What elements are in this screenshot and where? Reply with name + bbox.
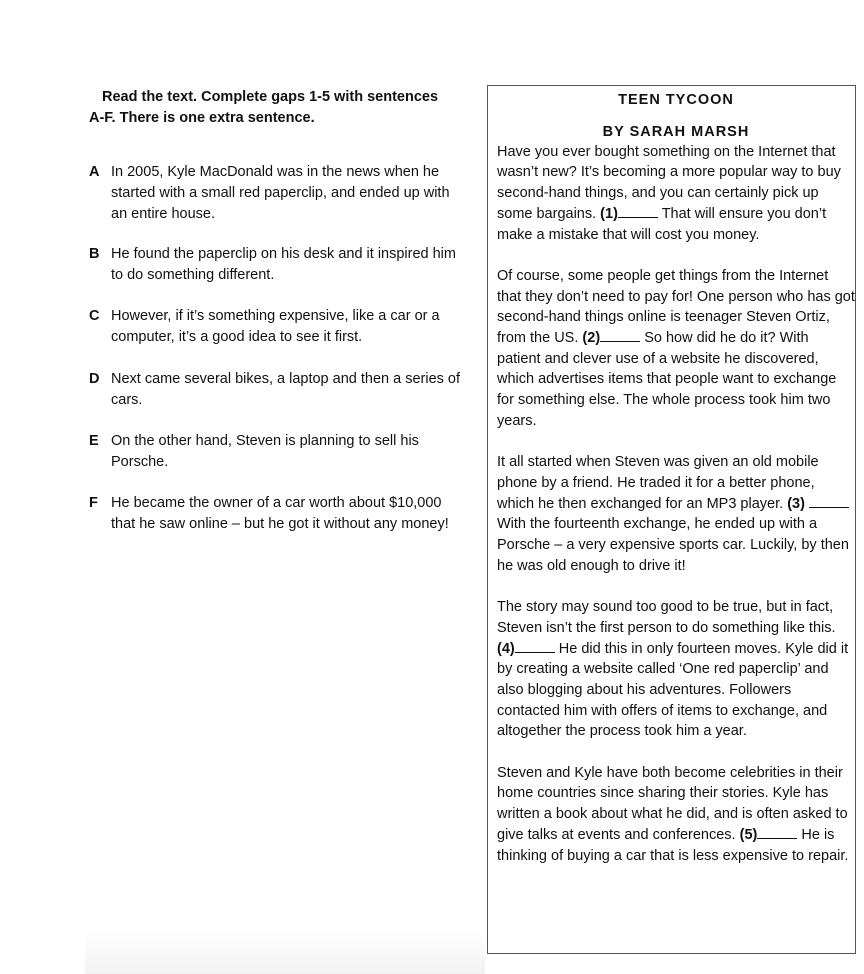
option-d xyxy=(89,369,469,411)
page-footer-shade xyxy=(85,930,485,974)
article-paragraph-5 xyxy=(497,763,855,867)
paragraph-text: That will ensure you don’t make a mistake that will cost you money. xyxy=(497,205,827,243)
option-text: He became the owner of a car worth about $10,000 that he saw online – but he got it without any money! xyxy=(111,495,449,532)
option-c xyxy=(89,306,469,348)
task-instruction xyxy=(89,87,469,128)
gap-3-number: (3) xyxy=(787,495,805,512)
paragraph-text: He is thinking of buying a car that is less expensive to repair. xyxy=(497,826,849,864)
gap-4-number: (4) xyxy=(497,640,515,657)
option-letter: F xyxy=(89,495,98,511)
option-text: However, if it’s something expensive, like a car or a computer, it’s a good idea to see it first. xyxy=(111,308,440,345)
option-letter: C xyxy=(89,308,100,324)
instruction-line-2: A-F. There is one extra sentence. xyxy=(89,109,315,126)
paragraph-text: He did this in only fourteen moves. Kyle did it by creating a website called ‘One red paperclip’ and also blogging about his adventures. Followers contacted him with offers of items to exchange, and altogether the process took him a year. xyxy=(497,640,849,740)
instruction-line-1: Read the text. Complete gaps 1-5 with sentences xyxy=(102,89,439,105)
article-paragraph-4 xyxy=(497,597,855,742)
option-text: Next came several bikes, a laptop and then a series of cars. xyxy=(111,371,460,408)
option-b xyxy=(89,244,469,286)
gap-3-blank xyxy=(809,495,849,508)
paragraph-text: It all started when Steven was given an old mobile phone by a friend. He traded it for a better phone, which he then exchanged for an MP3 player. xyxy=(497,454,819,512)
gap-4-blank xyxy=(515,640,555,653)
option-text: He found the paperclip on his desk and it inspired him to do something different. xyxy=(111,246,456,283)
paragraph-text: The story may sound too good to be true, but in fact, Steven isn’t the first person to do something like this. xyxy=(497,599,836,636)
option-text: In 2005, Kyle MacDonald was in the news when he started with a small red paperclip, and ended up with an entire house. xyxy=(111,164,450,222)
option-a xyxy=(89,162,469,224)
option-text: On the other hand, Steven is planning to sell his Porsche. xyxy=(111,433,419,470)
option-letter: E xyxy=(89,433,99,449)
gap-5-number: (5) xyxy=(739,826,758,843)
option-e xyxy=(89,431,469,473)
paragraph-text: Steven and Kyle have both become celebrities in their home countries since sharing their stories. Kyle has written a book about what he did, and is often asked to give talks at events and conferences. xyxy=(497,764,848,843)
paragraph-text: With the fourteenth exchange, he ended up with a Porsche – a very expensive sports car. Luckily, by then he was old enough to drive it! xyxy=(497,516,849,574)
paragraph-text: Have you ever bought something on the Internet that wasn’t new? It’s becoming a more popular way to buy second-hand things, and you can certainly pick up some bargains. xyxy=(497,143,841,222)
option-letter: A xyxy=(89,164,100,180)
gap-1-blank xyxy=(618,205,658,218)
article-paragraph-1 xyxy=(497,142,855,246)
option-letter: B xyxy=(89,246,100,262)
paragraph-text: Of course, some people get things from the Internet that they don’t need to pay for! One person who has got second-hand things online is teenager Steven Ortiz, from the US. xyxy=(497,267,855,347)
gap-1-number: (1) xyxy=(600,205,618,222)
option-letter: D xyxy=(89,371,100,387)
gap-5-blank xyxy=(757,826,797,839)
article-box xyxy=(487,85,856,954)
option-f xyxy=(89,493,469,535)
gap-2-number: (2) xyxy=(582,330,601,347)
article-byline: BY SARAH MARSH xyxy=(602,123,750,140)
article-paragraph-3 xyxy=(497,452,855,576)
article-paragraph-2 xyxy=(497,266,855,432)
article-title: TEEN TYCOON xyxy=(618,92,734,108)
gap-2-blank xyxy=(600,329,640,342)
paragraph-text: So how did he do it? With patient and clever use of a website he discovered, which advertises items that people want to exchange for something else. The whole process took him two years. xyxy=(497,330,837,429)
